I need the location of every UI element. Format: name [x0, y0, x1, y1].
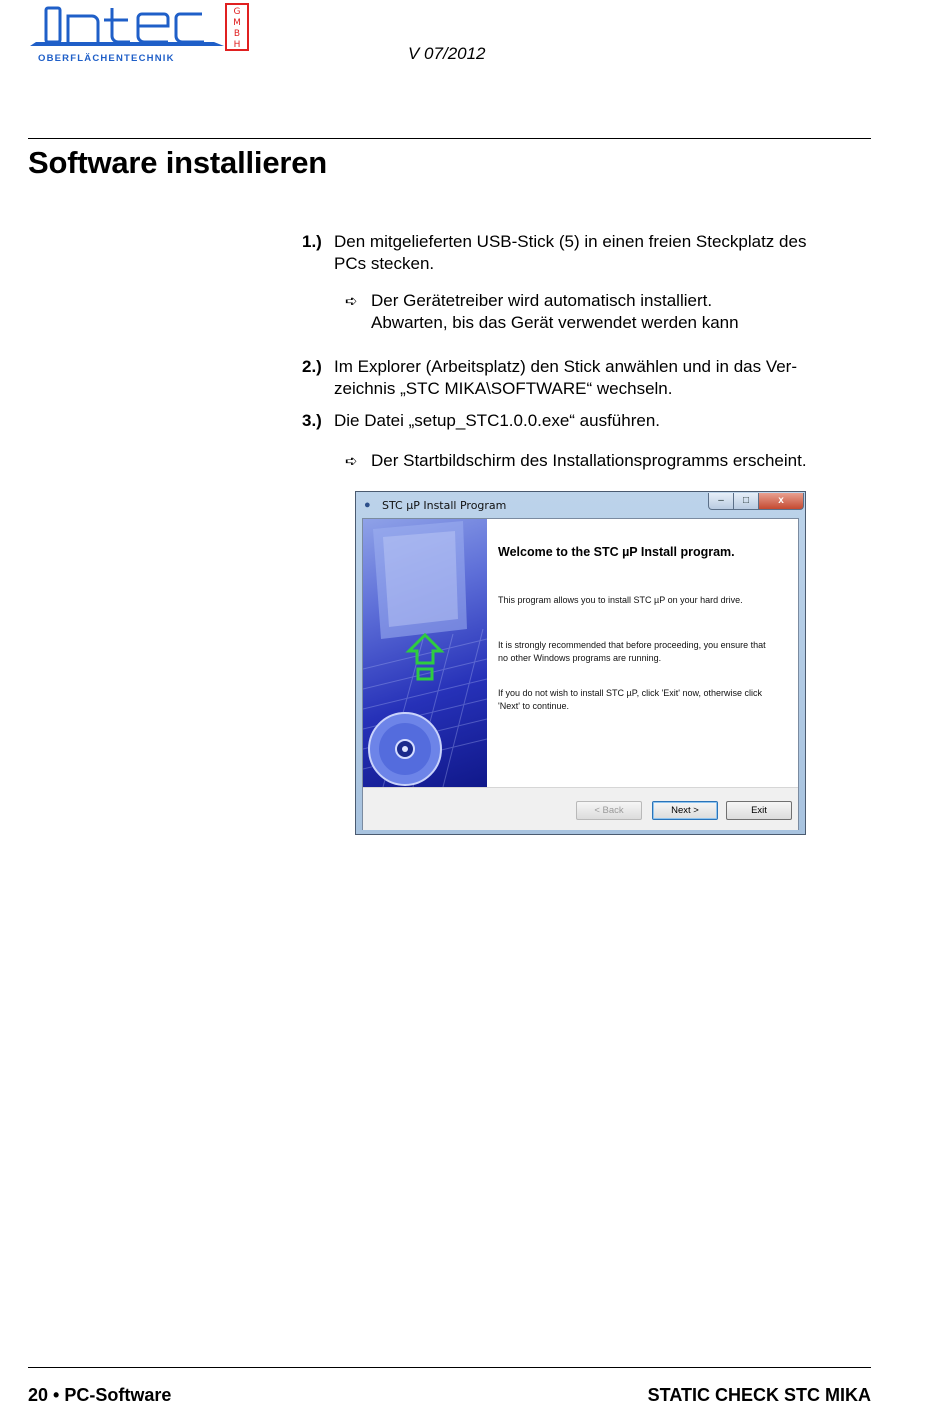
footer-page-section: 20 • PC-Software [28, 1385, 172, 1405]
step-result-line: Abwarten, bis das Gerät verwendet werden kann [371, 313, 739, 332]
intec-logo [28, 2, 254, 64]
close-button[interactable]: x [758, 493, 804, 510]
paragraph-line: 'Next' to continue. [498, 700, 569, 711]
maximize-button[interactable]: □ [733, 493, 759, 510]
paragraph-line: no other Windows programs are running. [498, 652, 662, 663]
next-button[interactable]: Next > [652, 801, 718, 820]
exit-button[interactable]: Exit [726, 801, 792, 820]
result-arrow-icon: ➪ [345, 293, 358, 310]
result-arrow-icon: ➪ [345, 453, 358, 470]
dialog-client-area [362, 518, 799, 830]
step-text-line: Die Datei „setup_STC1.0.0.exe“ ausführen. [334, 411, 661, 430]
step-text-line: Den mitgelieferten USB-Stick (5) in einen freien Steckplatz des [334, 232, 807, 251]
document-version: V 07/2012 [408, 44, 486, 63]
paragraph-line: This program allows you to install STC µP on your hard drive. [498, 595, 743, 605]
header-divider [28, 138, 871, 139]
step-1 [0, 231, 950, 341]
back-button[interactable]: < Back [576, 801, 642, 820]
paragraph-line: It is strongly recommended that before proceeding, you ensure that [498, 640, 766, 650]
dialog-content [487, 519, 798, 787]
svg-text:OBERFLÄCHENTECHNIK: OBERFLÄCHENTECHNIK [38, 53, 175, 64]
step-number: 3.) [302, 411, 322, 430]
exit-paragraph [498, 687, 793, 712]
svg-text:M: M [233, 18, 241, 28]
installer-app-icon: ● [364, 499, 371, 511]
svg-text:B: B [233, 29, 241, 39]
upload-arrow-icon [409, 635, 441, 663]
step-result-line: Der Startbildschirm des Installationsprogramms erscheint. [371, 451, 807, 470]
svg-text:H: H [233, 40, 241, 50]
svg-text:G: G [233, 7, 241, 17]
step-number: 1.) [302, 232, 322, 251]
computer-keyboard-cd-illustration [363, 519, 487, 787]
step-2 [0, 356, 950, 402]
step-number: 2.) [302, 357, 322, 376]
step-text-line: Im Explorer (Arbeitsplatz) den Stick anwählen und in das Ver- [334, 357, 798, 376]
paragraph-line: If you do not wish to install STC µP, click 'Exit' now, otherwise click [498, 688, 763, 698]
footer-product-name: STATIC CHECK STC MIKA [647, 1385, 871, 1405]
welcome-heading: Welcome to the STC µP Install program. [498, 545, 735, 559]
warning-paragraph [498, 639, 793, 664]
dialog-titlebar [356, 492, 805, 518]
installer-side-image [363, 519, 487, 787]
page-title: Software installieren [28, 145, 328, 180]
step-3 [0, 410, 950, 474]
dialog-button-bar [363, 787, 798, 830]
minimize-button[interactable]: – [708, 493, 734, 510]
install-dialog-screenshot [355, 491, 806, 835]
intro-paragraph [498, 594, 793, 607]
dialog-title: STC µP Install Program [382, 499, 507, 512]
step-text-line: PCs stecken. [334, 254, 435, 273]
footer-divider [28, 1367, 871, 1368]
step-result-line: Der Gerätetreiber wird automatisch installiert. [371, 291, 713, 310]
step-text-line: zeichnis „STC MIKA\SOFTWARE“ wechseln. [334, 379, 673, 398]
